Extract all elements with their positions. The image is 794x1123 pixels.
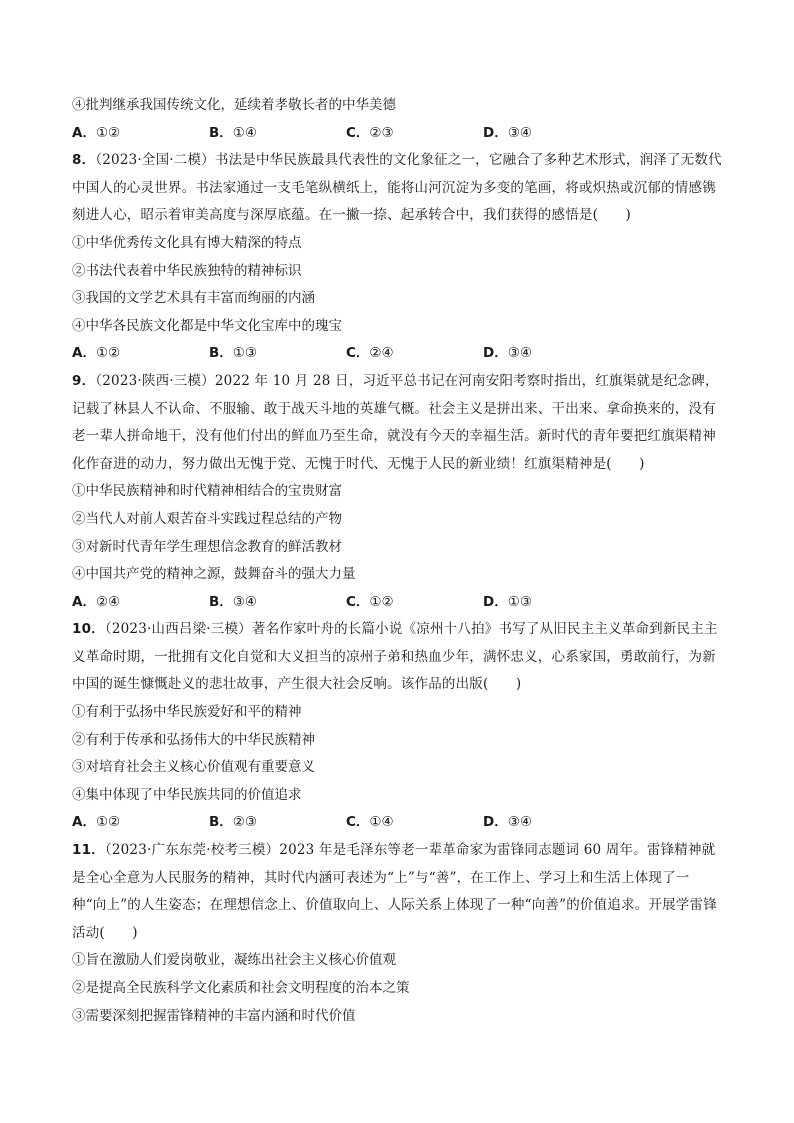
- answer-choices: [72, 809, 722, 837]
- choice-letter: D．: [483, 345, 508, 362]
- option-statement: ④批判继承我国传统文化，延续着孝敬长者的中华美德: [72, 97, 396, 113]
- answer-choice[interactable]: [346, 120, 483, 148]
- choice-letter: A．: [72, 814, 96, 831]
- answer-choice[interactable]: [483, 120, 620, 148]
- answer-choice[interactable]: [346, 340, 483, 368]
- choice-value: ①②: [95, 814, 121, 831]
- answer-choice[interactable]: [346, 589, 483, 617]
- choice-value: ③④: [507, 124, 532, 141]
- option-statement: ③我国的文学艺术具有丰富而绚丽的内涵: [72, 290, 315, 307]
- option-statement: ②有利于传承和弘扬伟大的中华民族精神: [72, 731, 315, 748]
- choice-letter: C．: [346, 814, 370, 831]
- answer-choice[interactable]: [209, 120, 346, 148]
- answer-choice[interactable]: [483, 809, 620, 837]
- choice-letter: C．: [346, 593, 370, 610]
- choice-letter: D．: [483, 814, 508, 831]
- document-page: [72, 92, 722, 1030]
- answer-choice[interactable]: [483, 589, 620, 617]
- choice-letter: B．: [209, 124, 233, 141]
- question-stem: [72, 147, 722, 230]
- choice-letter: A．: [72, 345, 96, 362]
- answer-choice[interactable]: [72, 809, 209, 837]
- choice-value: ③④: [507, 814, 532, 831]
- choice-letter: D．: [483, 124, 508, 141]
- answer-choice[interactable]: [209, 809, 346, 837]
- choice-value: ③④: [507, 345, 532, 362]
- choice-letter: A．: [72, 593, 96, 610]
- answer-choice[interactable]: [72, 340, 209, 368]
- choice-value: ①②: [95, 345, 121, 362]
- choice-value: ①④: [232, 124, 258, 141]
- choice-value: ①④: [369, 814, 394, 831]
- question-number: 8．: [72, 152, 96, 169]
- option-statement: ①旨在激励人们爱岗敬业，凝练出社会主义核心价值观: [72, 952, 396, 969]
- choice-letter: C．: [346, 124, 370, 141]
- choice-value: ②③: [369, 124, 394, 141]
- option-statement: ③需要深刻把握雷锋精神的丰富内涵和时代价值: [72, 1007, 356, 1024]
- answer-choice[interactable]: [72, 120, 209, 148]
- choice-value: ①②: [369, 593, 394, 610]
- option-statement: ①中华民族精神和时代精神相结合的宝贵财富: [72, 483, 342, 500]
- question-text: （2023·全国·二模）书法是中华民族最具代表性的文化象征之一，它融合了多种艺术形式，润泽了无数代中国人的心灵世界。书法家通过一支毛笔纵横纸上，能将山河沉淀为多变的笔画，将或炽热或沉郁的情感镌刻进人心，昭示着审美高度与深厚底蕴。在一撇一捺、起承转合中，我们获得的感悟是( ): [72, 152, 722, 224]
- question-text: （2023·陕西·三模）2022 年 10 月 28 日，习近平总书记在河南安阳考察时指出，红旗渠就是纪念碑，记载了林县人不认命、不服输、敢于战天斗地的英雄气概。社会主义是拼出来、干出来、拿命换来的，没有老一辈人拼命地干，没有他们付出的鲜血乃至生命，就没有今天的幸福生活。新时代的青年要把红旗渠精神化作奋进的动力，努力做出无愧于党、无愧于时代、无愧于人民的新业绩！红旗渠精神是( ): [72, 372, 719, 472]
- choice-letter: B．: [209, 814, 233, 831]
- question-number: 11．: [72, 842, 105, 859]
- choice-letter: C．: [346, 345, 370, 362]
- question-text: （2023·山西吕梁·三模）著名作家叶舟的长篇小说《凉州十八拍》书写了从旧民主主义革命到新民主主义革命时期，一批拥有文化自觉和大义担当的凉州子弟和热血少年，满怀忠义，心系家国，勇敢前行，为新中国的诞生慷慨赴义的悲壮故事，产生很大社会反响。该作品的出版( ): [72, 621, 718, 693]
- question-stem: [72, 616, 722, 699]
- choice-letter: A．: [72, 124, 96, 141]
- choice-value: ①③: [232, 345, 258, 362]
- option-statement: ④中国共产党的精神之源，鼓舞奋斗的强大力量: [72, 566, 356, 583]
- answer-choice[interactable]: [72, 589, 209, 617]
- answer-choice[interactable]: [346, 809, 483, 837]
- question-number: 10．: [72, 621, 105, 638]
- option-statement: ①有利于弘扬中华民族爱好和平的精神: [72, 704, 302, 721]
- answer-choices: [72, 589, 722, 617]
- answer-choices: [72, 340, 722, 368]
- option-statement: ③对新时代青年学生理想信念教育的鲜活教材: [72, 538, 342, 555]
- choice-value: ①②: [95, 124, 121, 141]
- answer-choices: [72, 120, 722, 148]
- option-statement: ①中华优秀传文化具有博大精深的特点: [72, 234, 302, 251]
- option-statement: ④集中体现了中华民族共同的价值追求: [72, 786, 302, 803]
- choice-letter: B．: [209, 345, 233, 362]
- choice-value: ②④: [369, 345, 394, 362]
- option-statement: ③对培育社会主义核心价值观有重要意义: [72, 759, 315, 776]
- answer-choice[interactable]: [483, 340, 620, 368]
- question-stem: [72, 368, 722, 478]
- answer-choice[interactable]: [209, 589, 346, 617]
- question-text: （2023·广东东莞·校考三模）2023 年是毛泽东等老一辈革命家为雷锋同志题词 60 周年。雷锋精神就是全心全意为人民服务的精神，其时代内涵可表述为“上”与“善”，在工作上、学习上和生活上体现了一种“向上”的人生姿态；在理想信念上、价值取向上、人际关系上体现了一种“向善”的价值追求。开展学雷锋活动( ): [72, 842, 717, 941]
- answer-choice[interactable]: [209, 340, 346, 368]
- option-statement: ④中华各民族文化都是中华文化宝库中的瑰宝: [72, 317, 342, 334]
- option-statement: ②当代人对前人艰苦奋斗实践过程总结的产物: [72, 510, 342, 527]
- question-stem: [72, 837, 722, 947]
- choice-value: ②③: [232, 814, 258, 831]
- choice-value: ③④: [232, 593, 258, 610]
- choice-letter: B．: [209, 593, 233, 610]
- choice-letter: D．: [483, 593, 508, 610]
- choice-value: ②④: [95, 593, 121, 610]
- option-statement: ②是提高全民族科学文化素质和社会文明程度的治本之策: [72, 980, 410, 996]
- choice-value: ①③: [507, 593, 532, 610]
- option-statement: ②书法代表着中华民族独特的精神标识: [72, 262, 302, 279]
- question-number: 9．: [72, 372, 96, 389]
